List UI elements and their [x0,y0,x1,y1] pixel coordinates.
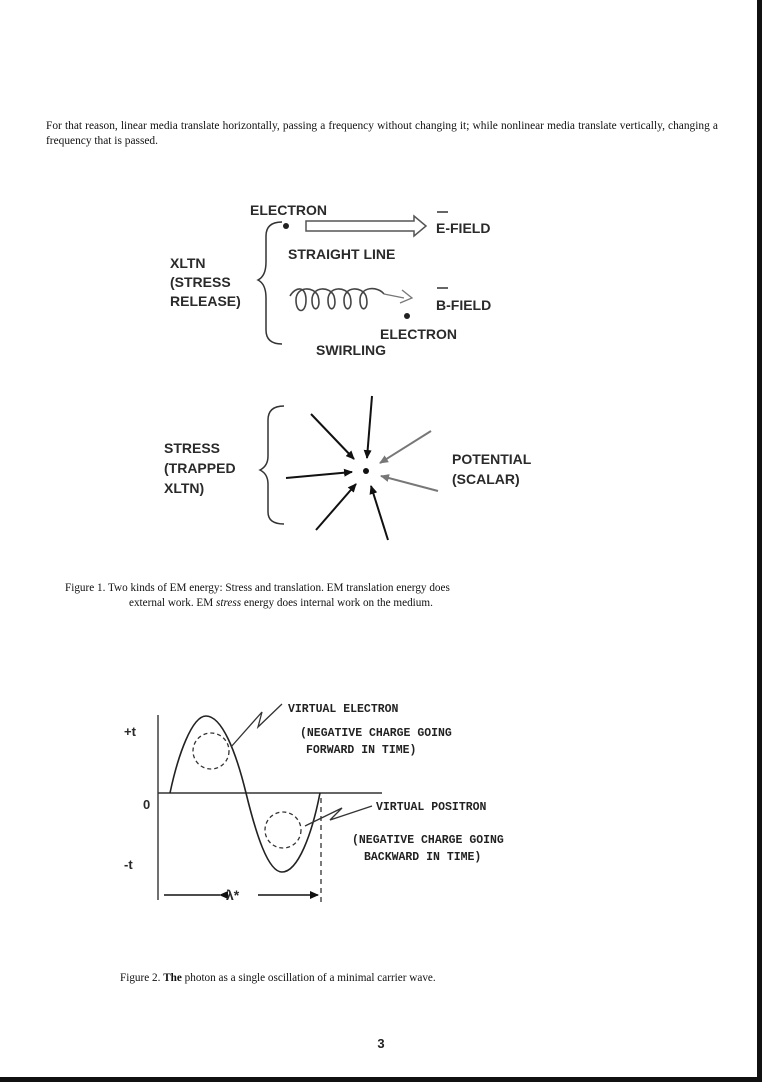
converge-arrow-left [286,472,352,478]
converge-arrow-lower-left [316,484,356,530]
plus-t-label: +t [124,724,136,739]
converge-arrow-upper-left [311,414,354,459]
electron-dot-bottom [404,313,410,319]
electron-bottom-label: ELECTRON [380,326,457,342]
figure1-translation [170,202,491,358]
xltn-label-3: RELEASE) [170,293,241,309]
figure1-stress [164,396,532,540]
neg-forward-line2: FORWARD IN TIME) [306,744,417,757]
virtual-electron-label: VIRTUAL ELECTRON [288,703,399,716]
figure2-wave [124,703,504,903]
caption1-line2-end: energy does internal work on the medium. [241,596,433,609]
minus-t-label: -t [124,857,133,872]
stress-brace [260,406,284,524]
page-number: 3 [377,1036,385,1051]
caption2-label: Figure 2. [120,972,161,984]
intro-paragraph: For that reason, linear media translate horizontally, passing a frequency without changing it; while nonlinear media translate vertically, changing a frequency that is passed. [46,120,718,148]
swirl-arrow-line [384,294,404,298]
electron-pointer [231,704,282,747]
converge-arrow-top [367,396,372,458]
swirl-arrowhead [400,290,412,303]
caption1-line2 [65,596,665,611]
figure1-caption [65,581,665,610]
potential-center-dot [363,468,369,474]
e-field-label: E-FIELD [436,220,491,236]
b-field-label: B-FIELD [436,297,492,313]
virtual-positron-circle [265,812,301,848]
lambda-label: λ* [226,887,240,903]
neg-forward-line1: (NEGATIVE CHARGE GOING [300,727,452,740]
caption2-rest: photon as a single oscillation of a minimal carrier wave. [181,972,436,984]
electron-dot-top [283,223,289,229]
electron-top-label: ELECTRON [250,202,327,218]
figure2-caption [120,972,436,984]
converge-arrow-upper-right [380,431,431,463]
xltn-label-2: (STRESS [170,274,231,290]
zero-label: 0 [143,797,151,812]
neg-backward-line1: (NEGATIVE CHARGE GOING [352,834,504,847]
caption1-line2-emphasis: stress [216,596,242,609]
potential-label-2: (SCALAR) [452,471,520,487]
neg-backward-line2: BACKWARD IN TIME) [364,851,482,864]
caption2-bold: The [163,972,182,984]
virtual-positron-label: VIRTUAL POSITRON [376,801,487,814]
caption1-line1: Figure 1. Two kinds of EM energy: Stress and translation. EM translation energy does [65,582,450,594]
straight-line-label: STRAIGHT LINE [288,246,396,262]
potential-label-1: POTENTIAL [452,451,532,467]
xltn-brace [258,222,282,344]
swirling-label: SWIRLING [316,342,386,358]
converge-arrow-bottom [371,486,388,540]
virtual-electron-circle [193,733,229,769]
converge-arrow-right [381,476,438,491]
stress-label-3: XLTN) [164,480,205,496]
stress-label-2: (TRAPPED [164,460,236,476]
straight-arrow [306,216,426,236]
caption1-line2-start: external work. EM [129,596,216,609]
carrier-wave [170,716,320,872]
xltn-label-1: XLTN [170,255,206,271]
stress-label-1: STRESS [164,440,221,456]
swirl-spiral [290,289,384,311]
